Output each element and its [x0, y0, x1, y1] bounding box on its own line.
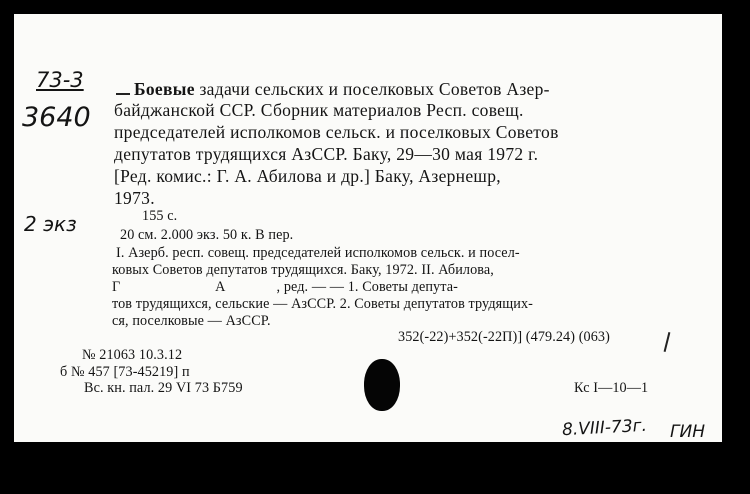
copies-note: 2 экз	[24, 212, 77, 236]
subject-line-4: тов трудящихся, сельские — АзССР. 2. Советы депутатов трудящих-	[112, 296, 534, 312]
pages: 155 с.	[142, 208, 178, 224]
subject-line-1: I. Азерб. респ. совещ. председателей исполкомов сельск. и посел-	[116, 245, 520, 261]
ink-blot	[364, 359, 400, 411]
title-line-6: 1973.	[114, 188, 155, 208]
subject-line-3: Г А , ред. — — 1. Советы депута-	[112, 279, 458, 295]
date-note: 8.VIII-73г.	[561, 415, 648, 441]
title-line-4: депутатов трудящихся АзССР. Баку, 29—30 мая 1972 г.	[114, 144, 539, 164]
record-number: № 21063 10.3.12	[82, 347, 183, 363]
classification: 352(-22)+352(-22П)] (479.24) (063)	[398, 329, 610, 345]
shelfmark-bottom: 3640	[22, 102, 91, 133]
catalog-card	[14, 14, 722, 442]
title-line-3: председателей исполкомов сельск. и поселковых Советов	[114, 122, 559, 142]
kc-code: Кс I—10—1	[574, 380, 649, 396]
pen-mark	[664, 332, 671, 352]
initials: ГИН	[670, 422, 705, 442]
subject-line-5: ся, поселковые — АзССР.	[112, 313, 271, 329]
subject-line-2: ковых Советов депутатов трудящихся. Баку, 1972. II. Абилова,	[112, 262, 494, 278]
title-line-2: байджанской ССР. Сборник материалов Респ. совещ.	[114, 100, 524, 120]
chamber-line: Вс. кн. пал. 29 VI 73 Б759	[84, 380, 243, 396]
shelfmark-top: 73-3	[36, 68, 84, 92]
title-line-1: Боевые задачи сельских и поселковых Советов Азер-	[134, 79, 550, 99]
title-line-5: [Ред. комис.: Г. А. Абилова и др.] Баку, Азернешр,	[114, 166, 501, 186]
order-number: б № 457 [73-45219] п	[60, 364, 190, 380]
physical-description: 20 см. 2.000 экз. 50 к. В пер.	[120, 227, 294, 243]
title-dash	[116, 93, 130, 95]
